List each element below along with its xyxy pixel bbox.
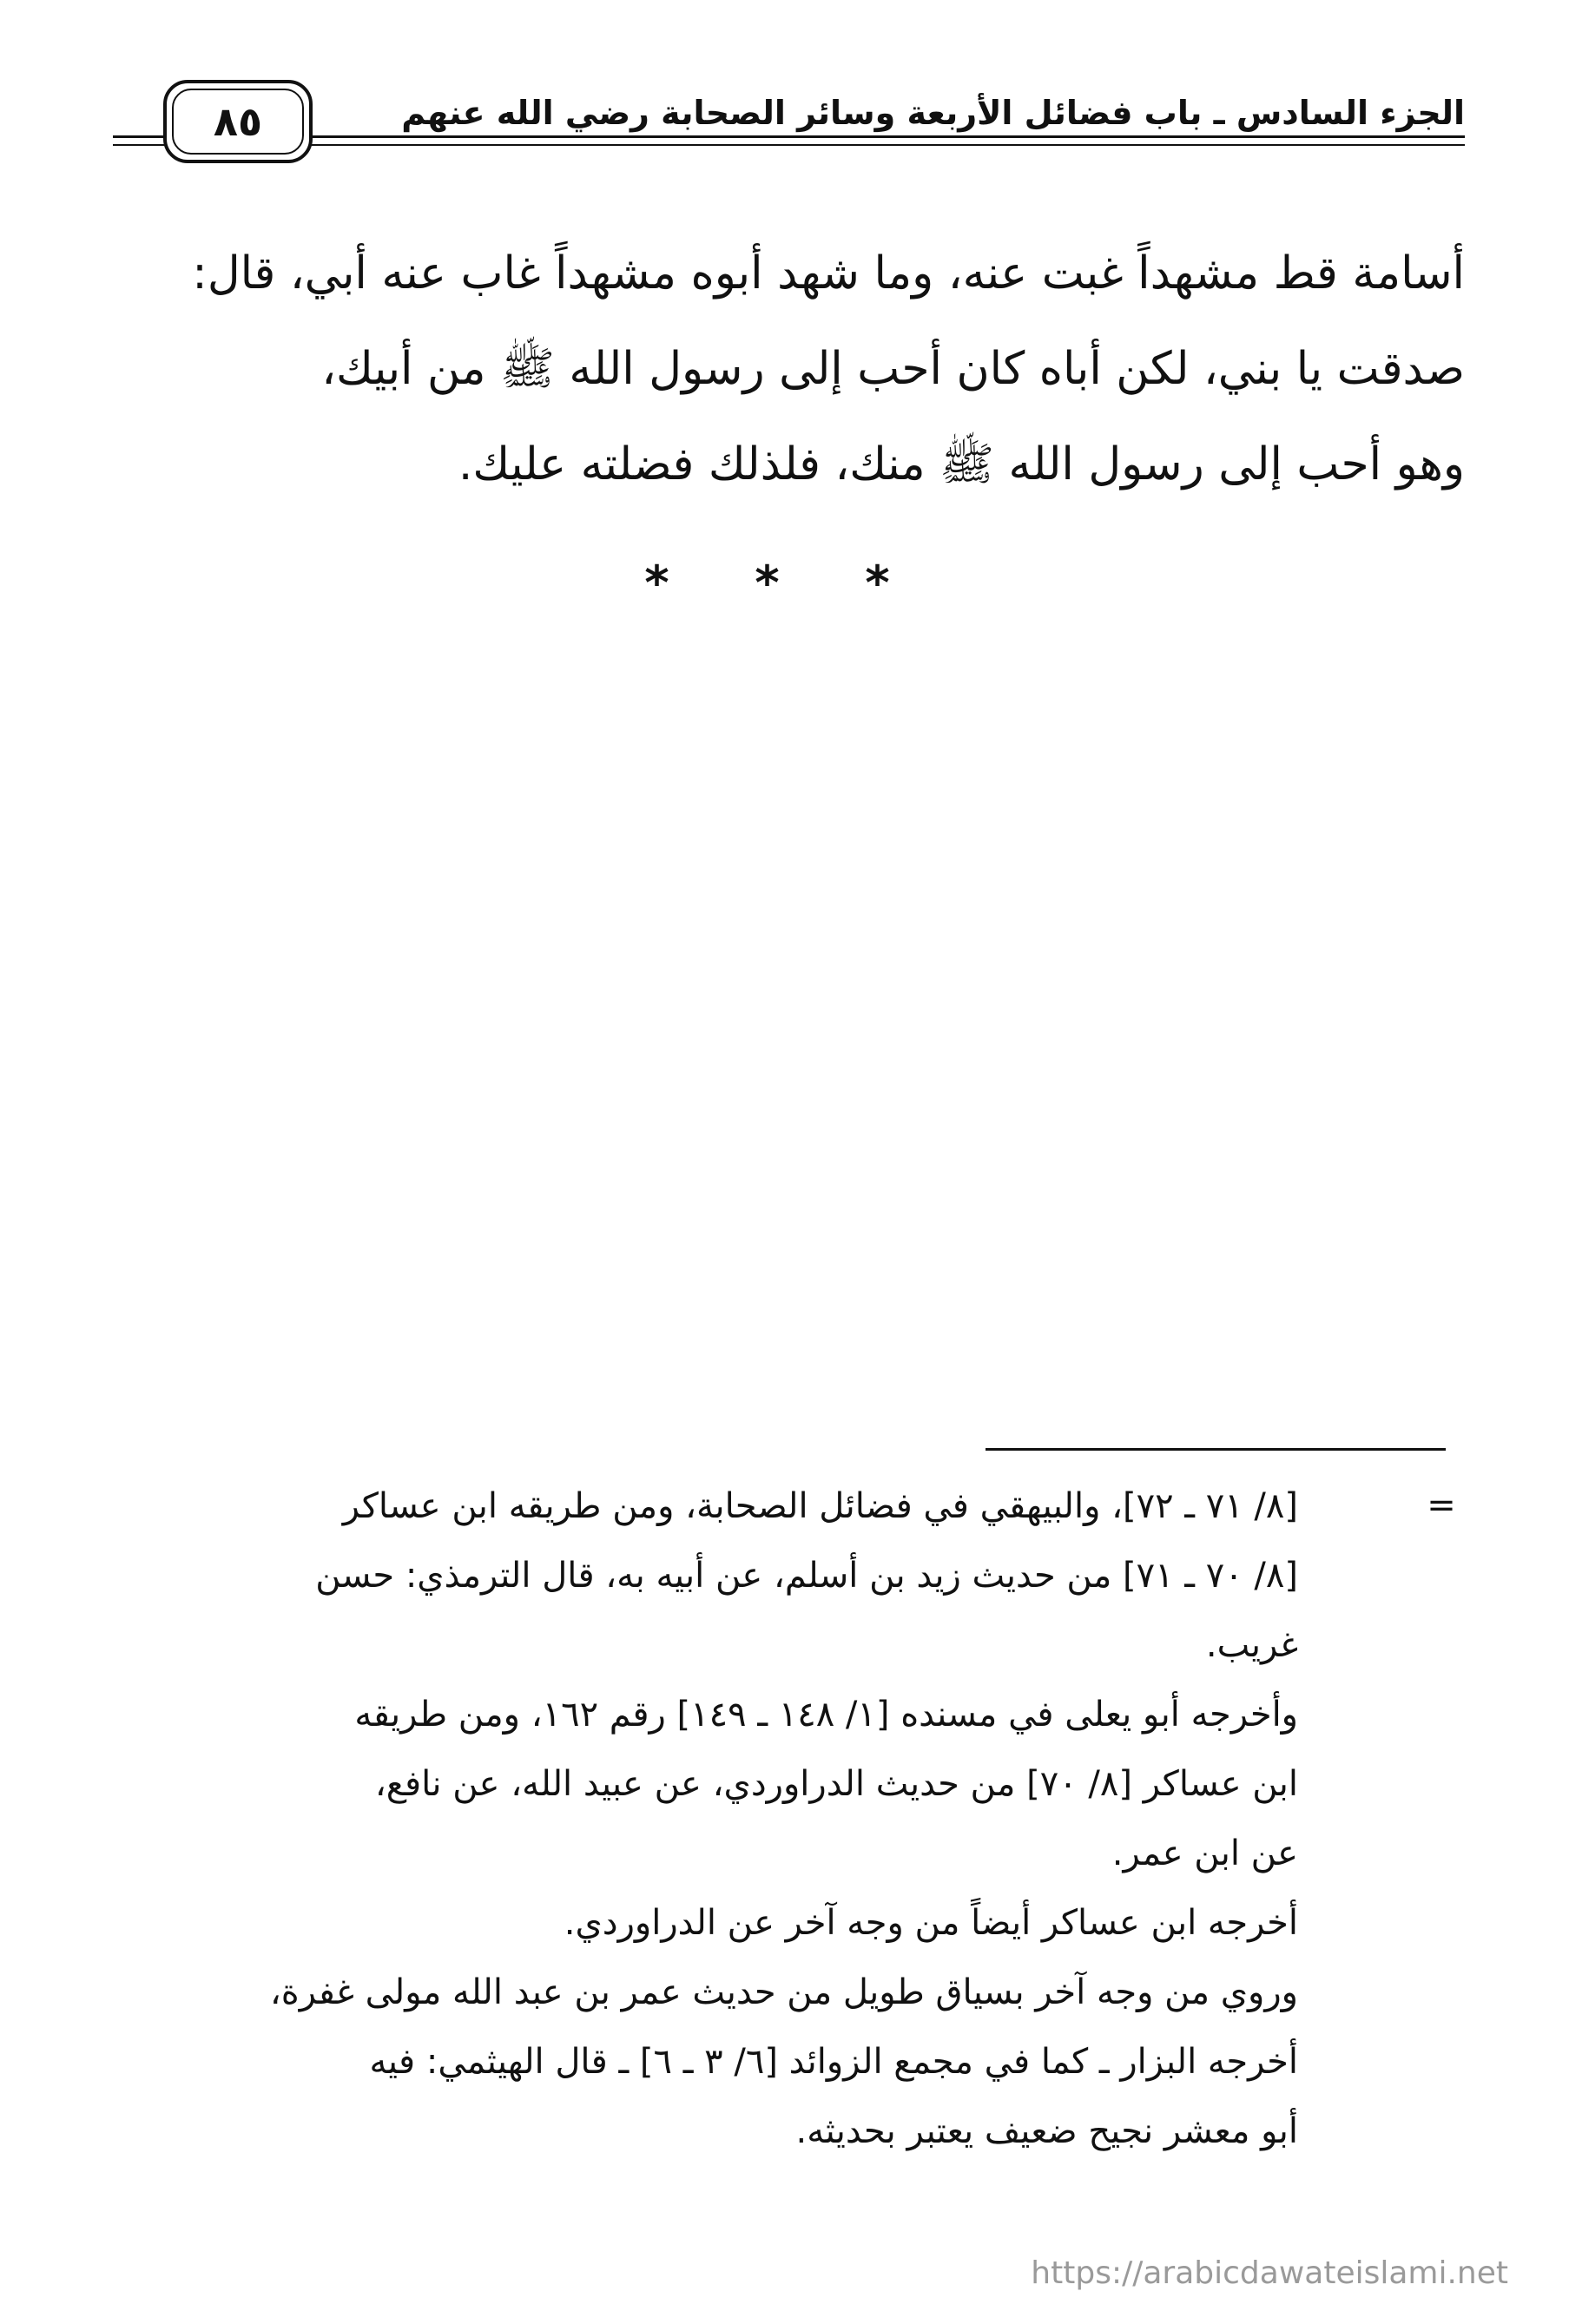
running-header-title: الجزء السادس ـ باب فضائل الأربعة وسائر الصحابة رضي الله عنهم [401, 94, 1465, 132]
footnote-line: وأخرجه أبو يعلى في مسنده [١/ ١٤٨ ـ ١٤٩] رقم ١٦٢، ومن طريقه [354, 1695, 1298, 1735]
header-rule-bottom [113, 144, 1465, 146]
footnote-line: وروي من وجه آخر بسياق طويل من حديث عمر بن عبد الله مولى غفرة، [269, 1972, 1298, 2012]
footnote-line: أبو معشر نجيح ضعيف يعتبر بحديثه. [795, 2111, 1298, 2151]
main-text [113, 226, 1465, 512]
footnote-line: عن ابن عمر. [1111, 1834, 1298, 1873]
body-line: وهو أحب إلى رسول الله ﷺ منك، فلذلك فضلته عليك. [458, 438, 1465, 490]
page-number: ٨٥ [213, 98, 263, 145]
footnote-line: أخرجه ابن عساكر أيضاً من وجه آخر عن الدراوردي. [564, 1903, 1298, 1943]
footnotes [104, 1471, 1298, 2166]
footnote-line: ابن عساكر [٨/ ٧٠] من حديث الدراوردي، عن عبيد الله، عن نافع، [374, 1764, 1298, 1804]
body-line: أسامة قط مشهداً غبت عنه، وما شهد أبوه مشهداً غاب عنه أبي، قال: [192, 247, 1465, 300]
footnote-line: [٨/ ٧١ ـ ٧٢]، والبيهقي في فضائل الصحابة، ومن طريقه ابن عساكر [342, 1486, 1298, 1526]
footnote-divider [986, 1448, 1446, 1451]
footnote-line: أخرجه البزار ـ كما في مجمع الزوائد [٦/ ٣ ـ ٦] ـ قال الهيثمي: فيه [369, 2042, 1298, 2082]
footnote-continuation-marker: = [1427, 1485, 1456, 1525]
page-number-frame [163, 80, 313, 163]
footnote-line: غريب. [1205, 1625, 1298, 1665]
header-rule-top [113, 135, 1465, 138]
body-line: صدقت يا بني، لكن أباه كان أحب إلى رسول الله ﷺ من أبيك، [321, 343, 1465, 395]
footnote-line: [٨/ ٧٠ ـ ٧١] من حديث زيد بن أسلم، عن أبيه به، قال الترمذي: حسن [315, 1556, 1298, 1596]
watermark-url: https://arabicdawateislami.net [1031, 2255, 1508, 2291]
section-separator: * * * [644, 556, 925, 610]
